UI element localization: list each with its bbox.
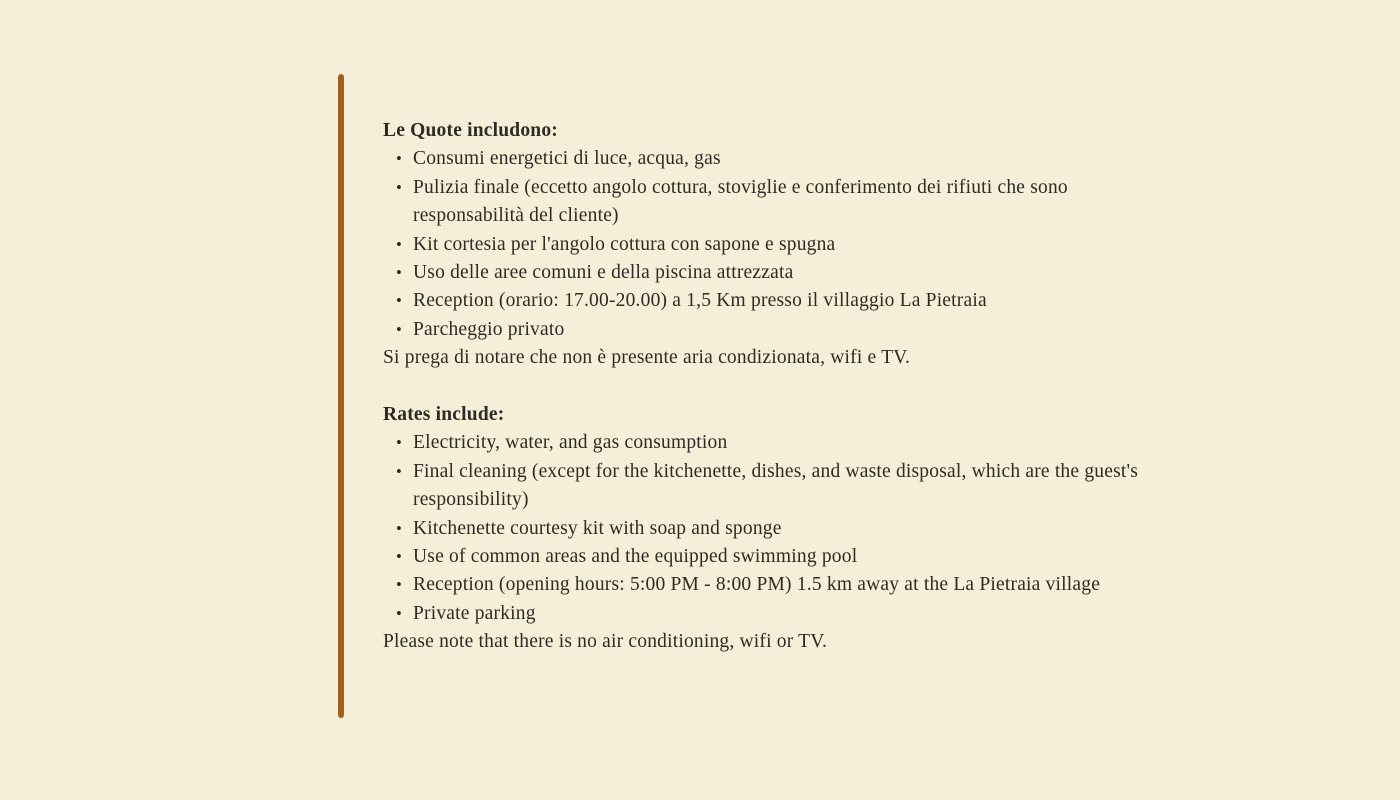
list-item: • Reception (orario: 17.00-20.00) a 1,5 Km presso il villaggio La Pietraia: [383, 287, 1175, 315]
list-item: • Final cleaning (except for the kitchenette, dishes, and waste disposal, which are the guest's responsibility): [383, 458, 1175, 515]
list-item: • Private parking: [383, 600, 1175, 628]
list-item: • Kitchenette courtesy kit with soap and sponge: [383, 515, 1175, 543]
section-spacer: [383, 373, 1175, 401]
content-column: [383, 117, 1175, 657]
italian-section-footer: Si prega di notare che non è presente aria condizionata, wifi e TV.: [383, 347, 911, 369]
list-item: • Pulizia finale (eccetto angolo cottura, stoviglie e conferimento dei rifiuti che sono responsabilità del cliente): [383, 174, 1175, 231]
list-item: • Consumi energetici di luce, acqua, gas: [383, 145, 1175, 173]
english-section-footer: Please note that there is no air conditioning, wifi or TV.: [383, 631, 828, 653]
section-english: [383, 401, 1175, 657]
list-item: • Electricity, water, and gas consumption: [383, 429, 1175, 457]
english-section-heading: Rates include:: [383, 404, 505, 426]
list-item: • Uso delle aree comuni e della piscina attrezzata: [383, 259, 1175, 287]
list-item: • Parcheggio privato: [383, 316, 1175, 344]
italian-bullet-list: [383, 145, 1175, 344]
list-item: • Reception (opening hours: 5:00 PM - 8:00 PM) 1.5 km away at the La Pietraia village: [383, 571, 1175, 599]
vertical-accent-line: [338, 74, 344, 718]
list-item: • Kit cortesia per l'angolo cottura con sapone e spugna: [383, 231, 1175, 259]
list-item: • Use of common areas and the equipped swimming pool: [383, 543, 1175, 571]
english-bullet-list: [383, 429, 1175, 628]
italian-section-heading: Le Quote includono:: [383, 120, 558, 141]
section-italian: [383, 117, 1175, 373]
